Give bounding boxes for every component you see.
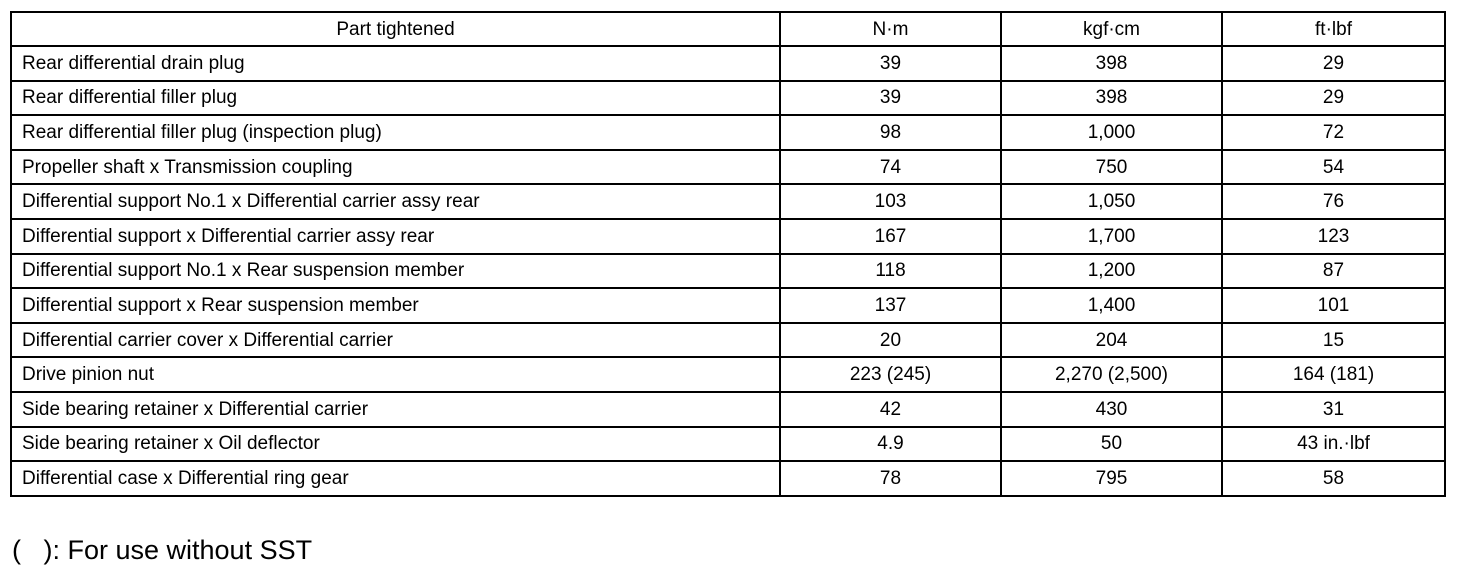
part-cell: Rear differential filler plug (inspection plug) [11,115,780,150]
part-cell: Differential support x Rear suspension member [11,288,780,323]
table-row [11,323,1445,358]
nm-cell: 103 [780,184,1001,219]
table-row [11,115,1445,150]
ft-lbf-cell: 15 [1222,323,1445,358]
table-row [11,254,1445,289]
kgf-cm-cell: 398 [1001,46,1222,81]
nm-cell: 42 [780,392,1001,427]
part-cell: Propeller shaft x Transmission coupling [11,150,780,185]
nm-cell: 167 [780,219,1001,254]
header-ft-lbf: ft·lbf [1222,12,1445,46]
part-cell: Differential case x Differential ring gear [11,461,780,496]
part-cell: Side bearing retainer x Differential carrier [11,392,780,427]
nm-cell: 20 [780,323,1001,358]
footnote-sst: ( ): For use without SST [12,535,313,565]
nm-cell: 39 [780,81,1001,116]
kgf-cm-cell: 1,400 [1001,288,1222,323]
kgf-cm-cell: 204 [1001,323,1222,358]
kgf-cm-cell: 398 [1001,81,1222,116]
part-cell: Side bearing retainer x Oil deflector [11,427,780,462]
ft-lbf-cell: 76 [1222,184,1445,219]
header-part-tightened: Part tightened [11,12,780,46]
nm-cell: 223 (245) [780,357,1001,392]
ft-lbf-cell: 43 in.·lbf [1222,427,1445,462]
ft-lbf-cell: 58 [1222,461,1445,496]
ft-lbf-cell: 72 [1222,115,1445,150]
part-cell: Differential carrier cover x Differential carrier [11,323,780,358]
part-cell: Differential support x Differential carrier assy rear [11,219,780,254]
table-row [11,219,1445,254]
kgf-cm-cell: 1,000 [1001,115,1222,150]
header-kgf-cm: kgf·cm [1001,12,1222,46]
kgf-cm-cell: 795 [1001,461,1222,496]
nm-cell: 74 [780,150,1001,185]
nm-cell: 4.9 [780,427,1001,462]
ft-lbf-cell: 164 (181) [1222,357,1445,392]
ft-lbf-cell: 101 [1222,288,1445,323]
table-row [11,184,1445,219]
ft-lbf-cell: 54 [1222,150,1445,185]
kgf-cm-cell: 1,200 [1001,254,1222,289]
table-row [11,357,1445,392]
table-row [11,46,1445,81]
ft-lbf-cell: 87 [1222,254,1445,289]
kgf-cm-cell: 750 [1001,150,1222,185]
nm-cell: 118 [780,254,1001,289]
nm-cell: 39 [780,46,1001,81]
ft-lbf-cell: 123 [1222,219,1445,254]
ft-lbf-cell: 29 [1222,81,1445,116]
part-cell: Rear differential drain plug [11,46,780,81]
header-row [11,12,1445,46]
part-cell: Rear differential filler plug [11,81,780,116]
kgf-cm-cell: 1,700 [1001,219,1222,254]
part-cell: Differential support No.1 x Differential carrier assy rear [11,184,780,219]
kgf-cm-cell: 50 [1001,427,1222,462]
torque-specification-sheet [10,11,1446,497]
ft-lbf-cell: 29 [1222,46,1445,81]
part-cell: Differential support No.1 x Rear suspension member [11,254,780,289]
torque-table-body [11,46,1445,496]
nm-cell: 137 [780,288,1001,323]
table-row [11,81,1445,116]
torque-table-header [11,12,1445,46]
torque-table [10,11,1446,497]
nm-cell: 78 [780,461,1001,496]
table-row [11,288,1445,323]
kgf-cm-cell: 2,270 (2,500) [1001,357,1222,392]
kgf-cm-cell: 430 [1001,392,1222,427]
nm-cell: 98 [780,115,1001,150]
part-cell: Drive pinion nut [11,357,780,392]
header-nm: N·m [780,12,1001,46]
table-row [11,150,1445,185]
table-row [11,392,1445,427]
kgf-cm-cell: 1,050 [1001,184,1222,219]
table-row [11,461,1445,496]
table-row [11,427,1445,462]
ft-lbf-cell: 31 [1222,392,1445,427]
